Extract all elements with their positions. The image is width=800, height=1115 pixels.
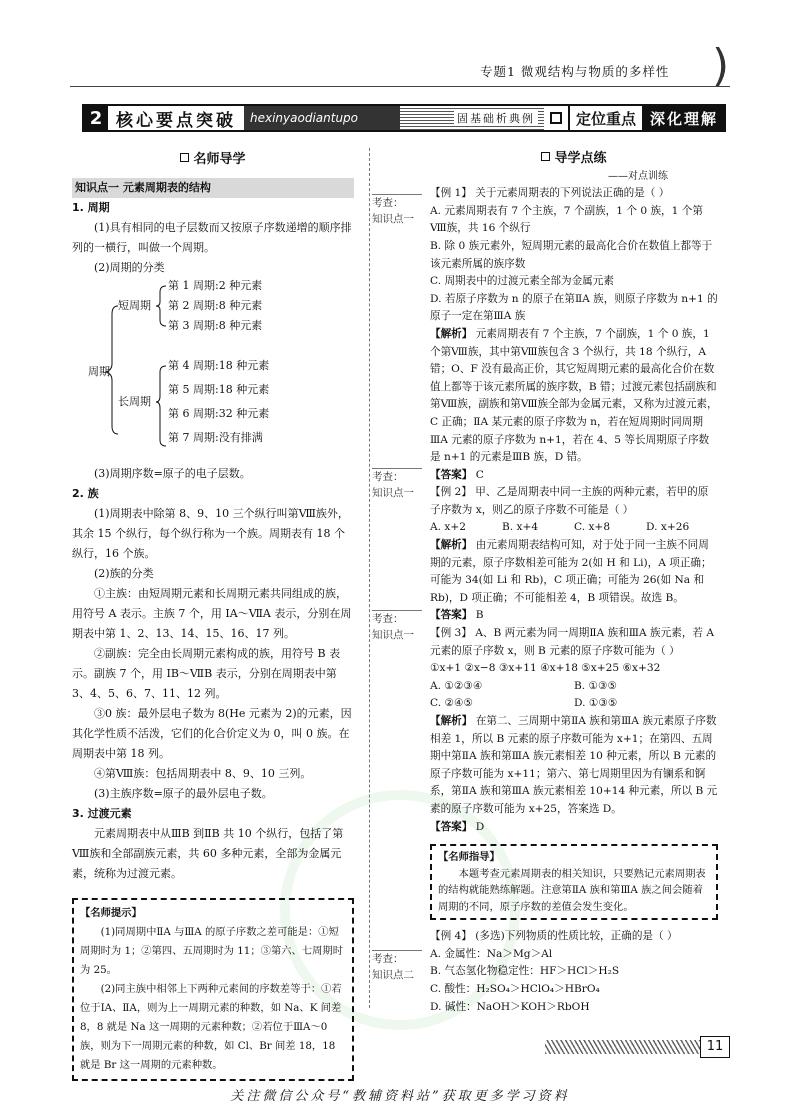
square-icon [180, 153, 189, 162]
example-4-question: 【例 4】 (多选)下列物质的性质比较，正确的是（ ） [430, 930, 678, 943]
paragraph: (2)周期的分类 [94, 261, 165, 274]
example-4-option-c: C. 酸性：H₂SO₄＞HClO₄＞HBrO₄ [430, 982, 600, 995]
kaocha-label: 考查： [372, 471, 404, 483]
banner-tag-2: 深化理解 [642, 106, 724, 130]
kaocha-note-2 [372, 468, 426, 501]
period-classification-tree [72, 278, 354, 464]
tree-root: 周期 [88, 365, 110, 378]
guide-text: 本题考查元素周期表的相关知识，只要熟记元素周期表的结构就能熟练解题。注意第ⅡA 族和第ⅢA 族之间会随着周期的不同，原子序数的差值会发生变化。 [438, 867, 706, 913]
example-1-question: 【例 1】 关于元素周期表的下列说法正确的是（ ） [430, 187, 670, 200]
kaocha-label: 考查： [372, 613, 404, 625]
example-1-option-c: C. 周期表中的过渡元素全部为金属元素 [430, 275, 614, 288]
tree-period-5: 第 5 周期:18 种元素 [168, 383, 270, 396]
kaocha-point: 知识点一 [372, 213, 414, 225]
paragraph: (3)主族序数=原子的最外层电子数。 [94, 787, 273, 800]
kaocha-label: 考查： [372, 197, 404, 209]
answer-label: 【答案】 [430, 820, 473, 833]
square-icon [541, 152, 550, 161]
example-3-answer [430, 819, 718, 837]
kaocha-note-4 [372, 950, 426, 983]
knowledge-point-bar: 知识点一 元素周期表的结构 [72, 178, 354, 198]
heading-period: 1. 周期 [72, 201, 110, 214]
tree-period-6: 第 6 周期:32 种元素 [168, 407, 270, 420]
option: C. ②④⑤ [430, 697, 473, 710]
tree-short: 短周期 [118, 299, 151, 312]
example-1-answer [430, 467, 718, 485]
paragraph: (3)周期序数=原子的电子层数。 [94, 467, 251, 480]
paragraph: ③0 族：最外层电子数为 8(He 元素为 2)的元素，因其化学性质不活泼，它们的化合价定义为 0，叫 0 族。在周期表中第 18 列。 [72, 707, 352, 760]
banner-tag-1: 定位重点 [568, 106, 642, 130]
section-heading-text: 名师导学 [193, 152, 246, 167]
tip-paragraph: (2)同主族中相邻上下两种元素间的序数差等于：①若位于ⅠA、ⅡA，则为上一周期元素的种数，如 Na、K 间差 8，8 就是 Na 这一周期的元素种数；②若位于ⅢA～0 族，则为下一周期元素的种数，如 Cl、Br 间差 18，18 就是 Br 这一周期的元素种数。 [80, 983, 342, 1071]
example-1-option-a: A. 元素周期表有 7 个主族，7 个副族，1 个 0 族，1 个第Ⅷ族，共 16 个纵行 [430, 204, 703, 235]
page-number-band [545, 1040, 725, 1054]
example-3-items: ①x+1 ②x−8 ③x+11 ④x+18 ⑤x+25 ⑥x+32 [430, 662, 661, 675]
teacher-tip-box [72, 898, 354, 1081]
example-1-option-d: D. 若原子序数为 n 的原子在第ⅡA 族，则原子序数为 n+1 的原子一定在第ⅢA 族 [430, 292, 718, 323]
analysis-text: 在第二、三周期中第ⅡA 族和第ⅢA 族元素原子序数相差 1，所以 B 元素的原子序数可能为 x+1；在第四、五周期中第ⅡA 族和第ⅢA 族元素相差 10 种元素，所以 B 元素的原子序数可能为 x+11；第六、第七周期里因为有镧系和锕系，第ⅡA 族和第ⅢA 族元素相差 10+14 种元素，所以 B 元素的原子序数可能为 x+25，答案选 D。 [430, 715, 718, 815]
example-1-analysis [430, 326, 718, 467]
footer-note: 关注微信公众号“教辅资料站”获取更多学习资料 [230, 1089, 570, 1104]
example-4-option-a: A. 金属性：Na＞Mg＞Al [430, 947, 553, 960]
right-column [430, 150, 718, 1016]
header-rule [70, 86, 730, 87]
option: C. x+8 [574, 521, 611, 534]
tip-paragraph: (1)同周期中ⅡA 与ⅢA 的原子序数之差可能是：①短周期时为 1；②第四、五周期时为 11；③第六、七周期时为 25。 [80, 926, 344, 976]
option: A. ①②③④ [430, 679, 483, 692]
column-divider [369, 148, 370, 1008]
tree-period-4: 第 4 周期:18 种元素 [168, 359, 270, 372]
example-4-option-b: B. 气态氢化物稳定性：HF＞HCl＞H₂S [430, 965, 620, 978]
header-topic: 专题1 微观结构与物质的多样性 [480, 64, 670, 79]
header-bracket: ) [712, 40, 730, 91]
paragraph: ②副族：完全由长周期元素构成的族，用符号 B 表示。副族 7 个，用 ⅠB～ⅦB 表示，分别在周期表中第 3、4、5、6、7、11、12 列。 [72, 647, 341, 700]
kaocha-note-3 [372, 610, 426, 643]
analysis-label: 【解析】 [430, 715, 473, 727]
kaocha-note-1 [372, 194, 426, 227]
section-heading-right [430, 150, 718, 168]
heading-transition: 3. 过渡元素 [72, 807, 132, 820]
kaocha-point: 知识点一 [372, 629, 414, 641]
page-number: 11 [700, 1036, 730, 1058]
example-4-option-d: D. 碱性：NaOH＞KOH＞RbOH [430, 1000, 590, 1013]
square-icon [550, 112, 562, 124]
example-2-options [430, 519, 718, 537]
answer-text: D [472, 820, 485, 833]
banner-slogan-band [400, 106, 544, 130]
tree-period-3: 第 3 周期:8 种元素 [168, 319, 263, 332]
option: D. ①③⑤ [574, 697, 618, 710]
example-2-answer [430, 607, 718, 625]
tree-period-2: 第 2 周期:8 种元素 [168, 299, 263, 312]
paragraph: 元素周期表中从ⅢB 到ⅡB 共 10 个纵行，包括了第Ⅷ族和全部副族元素，共 60 多种元素，全部为金属元素，统称为过渡元素。 [72, 827, 344, 880]
example-3-analysis [430, 713, 718, 819]
answer-label: 【答案】 [430, 468, 473, 481]
answer-label: 【答案】 [430, 609, 473, 622]
example-1-option-b: B. 除 0 族元素外，短周期元素的最高化合价在数值上都等于该元素所属的族序数 [430, 239, 713, 270]
analysis-text: 由元素周期表结构可知，对于处于同一主族不同周期的元素，原子序数相差可能为 2(如 H 和 Li)，A 项正确；可能为 34(如 Li 和 Rb)，C 项正确；可能为 26(如 Na 和 Rb)，D 项正确；不可能相差 4，B 项错误。故选 B。 [430, 539, 712, 604]
analysis-label: 【解析】 [430, 539, 473, 552]
left-column [72, 150, 354, 1081]
example-3-question: 【例 3】 A、B 两元素为同一周期ⅡA 族和ⅢA 族元素，若 A 元素的原子序数 x，则 B 元素的原子序数可能为（ ） [430, 627, 715, 657]
example-3-options-1 [430, 678, 718, 696]
paragraph: (1)周期表中除第 8、9、10 三个纵行叫第Ⅷ族外，其余 15 个纵行，每个纵行称为一个族。周期表有 18 个纵行，16 个族。 [72, 507, 349, 560]
kaocha-point: 知识点一 [372, 487, 414, 499]
option: B. ①③⑤ [574, 679, 618, 692]
section-heading-left [72, 150, 354, 170]
tip-title: 【名师提示】 [80, 907, 142, 919]
banner-title: 核心要点突破 [116, 110, 236, 131]
tree-long: 长周期 [118, 395, 151, 408]
banner-number: 2 [84, 106, 108, 130]
analysis-text: 元素周期表有 7 个主族，7 个副族，1 个 0 族，1 个第Ⅷ族，其中第Ⅷ族包含 3 个纵行，共 18 个纵行，A 错；O、F 没有最高正价，其它短周期元素的最高化合价在数值上都等于该元素所属的族序数，B 错；过渡元素包括副族和第Ⅷ族，副族和第Ⅷ族全部为金属元素，又称为过渡元素，C 正确；ⅡA 某元素的原子序数为 n，若在短周期时同周期ⅢA 元素的原子序数为 n+1，若在 4、5 等长周期原子序数是 n+1 的元素是ⅢB 族，D 错。 [430, 327, 718, 464]
option: A. x+2 [430, 521, 466, 534]
analysis-label: 【解析】 [430, 327, 473, 340]
paragraph: ④第Ⅷ族：包括周期表中 8、9、10 三列。 [94, 767, 312, 780]
answer-text: B [472, 609, 484, 622]
heading-group: 2. 族 [72, 487, 99, 500]
option: D. x+26 [646, 521, 690, 534]
section-heading-text: 导学点练 [554, 151, 607, 166]
paragraph: (2)族的分类 [94, 567, 154, 580]
banner-slogan: 固基础析典例 [454, 110, 538, 126]
tree-period-7: 第 7 周期:没有排满 [168, 431, 263, 444]
answer-text: C [472, 468, 484, 481]
example-2-question: 【例 2】 甲、乙是周期表中同一主族的两种元素，若甲的原子序数为 x，则乙的原子序数不可能是（ ） [430, 486, 709, 516]
section-banner [82, 104, 726, 132]
paragraph: (1)具有相同的电子层数而又按原子序数递增的顺序排列的一横行，叫做一个周期。 [72, 221, 352, 254]
paragraph: ①主族：由短周期元素和长周期元素共同组成的族，用符号 A 表示。主族 7 个，用 ⅠA～ⅦA 表示，分别在周期表中第 1、2、13、14、15、16、17 列。 [72, 587, 352, 640]
kaocha-label: 考查： [372, 953, 404, 965]
option: B. x+4 [502, 521, 539, 534]
guide-title: 【名师指导】 [438, 851, 500, 864]
example-3-options-2 [430, 695, 718, 713]
tree-period-1: 第 1 周期:2 种元素 [168, 279, 263, 292]
section-subtitle: ——对点训练 [608, 170, 668, 182]
example-2-analysis [430, 537, 718, 607]
teacher-guide-box [430, 844, 718, 920]
kaocha-point: 知识点二 [372, 969, 414, 981]
banner-pinyin: hexinyaodiantupo [244, 106, 400, 130]
